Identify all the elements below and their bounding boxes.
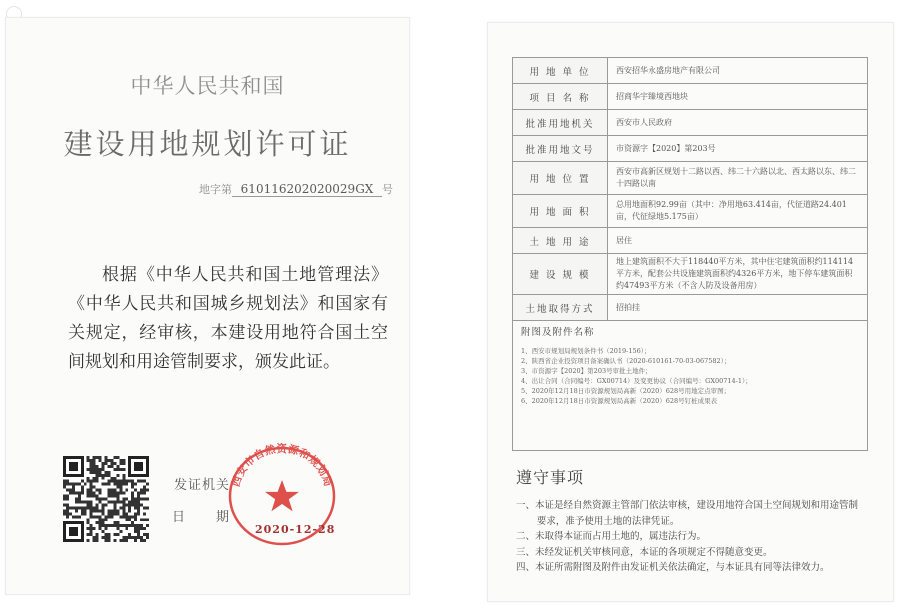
info-label: 用 地 面 积 (513, 195, 608, 228)
info-value: 地上建筑面积不大于118440平方米，其中住宅建筑面积约114114平方米，配套公共设施建筑面积约4326平方米，地下停车建筑面积约47493平方米（不含人防及设备用房） (608, 254, 868, 295)
date-label-day: 日 (172, 510, 186, 525)
attachment-item: 2、陕西省企业投资项目备案确认书（2020-610161-70-03-067582）； (521, 357, 731, 365)
seal-star-icon (265, 480, 299, 511)
certificate-number-line (199, 181, 393, 197)
info-label: 土地取得方式 (513, 295, 608, 321)
info-row (513, 58, 868, 84)
info-row (513, 162, 868, 195)
info-label: 批准用地机关 (513, 110, 608, 136)
notes-section (512, 451, 868, 601)
info-label: 用 地 单 位 (513, 58, 608, 84)
info-label: 土 地 用 途 (513, 228, 608, 254)
date-label (172, 506, 229, 525)
info-row (513, 295, 868, 321)
seal-lettering: 西安市自然资源和规划局 (229, 443, 335, 489)
info-row (513, 254, 868, 295)
land-info-table (512, 57, 868, 321)
date-label-period: 期 (216, 510, 230, 525)
info-label: 建 设 规 模 (513, 254, 608, 295)
info-value: 总用地面积92.99亩（其中：净用地63.414亩，代征道路24.401亩，代征绿地5.175亩） (608, 195, 868, 228)
attachment-item: 4、出让合同（合同编号：GX00714）及变更协议（合同编号：GX00714-1）； (521, 377, 752, 385)
info-value: 西安市人民政府 (608, 110, 868, 136)
info-row (513, 136, 868, 162)
attachment-item: 5、2020年12月18日市资源规划局高新（2020）628号用地定点审图； (521, 387, 731, 395)
certificate-body-text: 根据《中华人民共和国土地管理法》《中华人民共和国城乡规划法》和国家有关规定，经审核，本建设用地符合国土空间规划和用途管制要求，颁发此证。 (68, 265, 388, 372)
note-item: 一、本证是经自然资源主管部门依法审核，建设用地符合国土空间规划和用途管制要求，准予使用土地的法律凭证。 (516, 500, 859, 527)
attachment-item: 1、西安市规划局规划条件书（2019-156）； (521, 347, 651, 355)
qr-code (63, 456, 149, 542)
certificate-details-page (487, 22, 894, 602)
note-item: 三、未经发证机关审核同意，本证的各项规定不得随意变更。 (516, 546, 773, 558)
info-value: 西安市高新区规划十二路以西、纬二十六路以北、西太路以东、纬二十四路以南 (608, 162, 868, 195)
attachment-item: 3、市资源字【2020】第203号审批土地件； (521, 367, 652, 375)
info-value: 居住 (608, 228, 868, 254)
info-row (513, 195, 868, 228)
attachments-title: 附图及附件名称 (521, 327, 595, 338)
attachments-list (521, 346, 859, 406)
info-label: 批准用地文号 (513, 136, 608, 162)
certificate-cover-page (5, 17, 410, 595)
certificate-number: 610116202020029GX (232, 182, 382, 197)
certificate-title: 建设用地规划许可证 (63, 127, 352, 161)
info-label: 用 地 位 置 (513, 162, 608, 195)
info-row (513, 110, 868, 136)
attachments-section (512, 319, 868, 451)
info-value: 招商华宇臻境西地块 (608, 84, 868, 110)
info-row (513, 228, 868, 254)
info-value: 招拍挂 (608, 295, 868, 321)
info-value: 西安招华永盛房地产有限公司 (608, 58, 868, 84)
info-label: 项 目 名 称 (513, 84, 608, 110)
info-row (513, 84, 868, 110)
issuer-label: 发证机关 (174, 478, 231, 493)
certificate-suffix: 号 (382, 183, 393, 196)
certificate-prefix: 地字第 (199, 183, 232, 196)
issue-date: 2020-12-28 (255, 523, 336, 536)
notes-title: 遵守事项 (516, 468, 585, 487)
info-value: 市资源字【2020】第203号 (608, 136, 868, 162)
country-name: 中华人民共和国 (130, 74, 285, 98)
note-item: 二、未取得本证而占用土地的，属违法行为。 (516, 531, 707, 542)
notes-list (516, 498, 862, 576)
attachment-item: 6、2020年12月18日市资源规划局高新（2020）628号钉桩成果表 (521, 397, 718, 405)
note-item: 四、本证所需附图及附件由发证机关依法确定，与本证具有同等法律效力。 (516, 562, 830, 573)
